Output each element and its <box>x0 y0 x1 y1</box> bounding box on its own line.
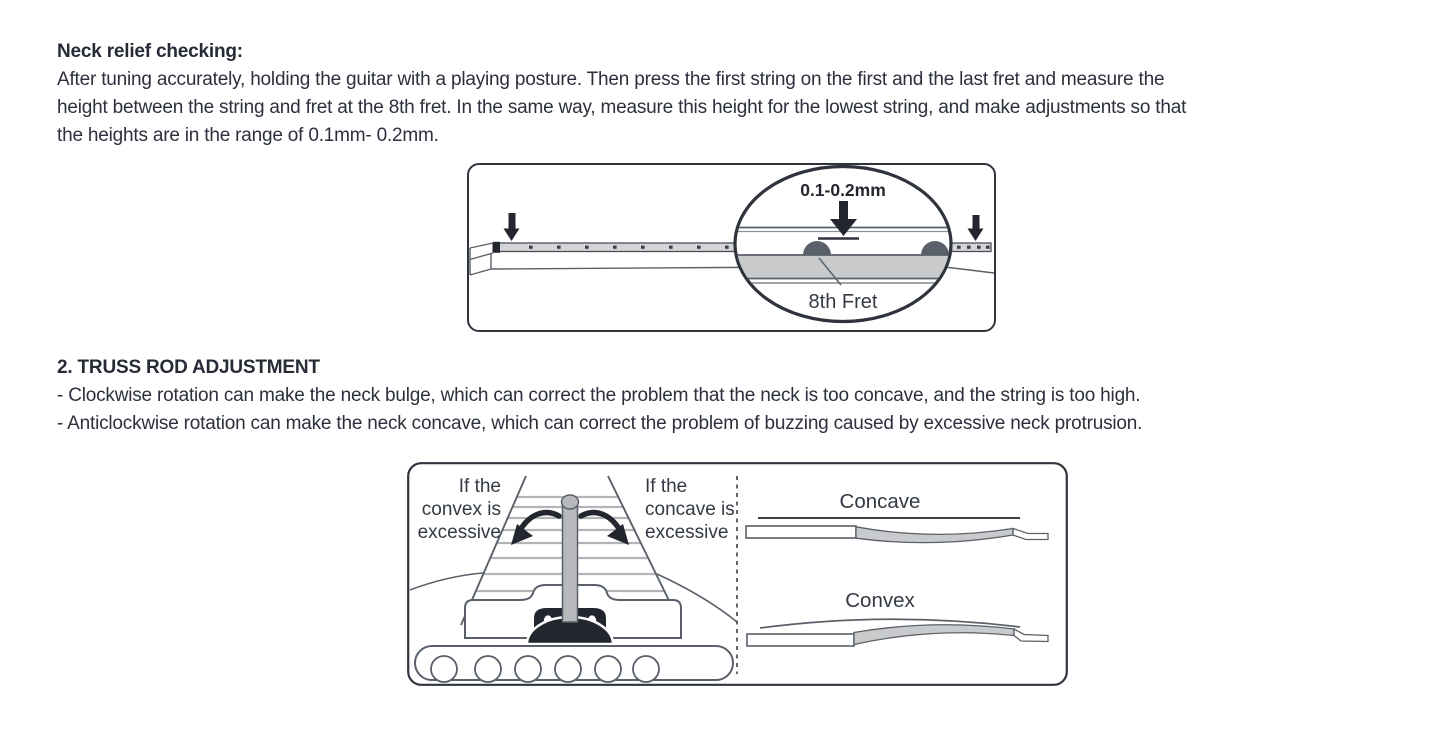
svg-text:concave is: concave is <box>645 499 735 520</box>
figure-neck-relief-diagram <box>467 163 996 332</box>
svg-text:If the: If the <box>645 476 688 497</box>
svg-text:excessive: excessive <box>417 522 501 543</box>
figure-truss-rod-diagram <box>407 462 1068 686</box>
bullet-item-2: - Anticlockwise rotation can make the neck concave, which can correct the problem of buzzing caused by excessive neck protrusion. <box>57 413 1143 434</box>
truss-rod-section <box>57 354 1237 438</box>
fret-label: 8th Fret <box>808 291 878 313</box>
concave-label: Concave <box>839 490 921 513</box>
neck-relief-section <box>57 38 1237 150</box>
convex-label: Convex <box>845 589 915 612</box>
svg-text:If the: If the <box>458 476 501 497</box>
paragraph-line-1: After tuning accurately, holding the guitar with a playing posture. Then press the first string on the first and the last fret and measure the <box>57 69 1165 90</box>
bullet-item-1: - Clockwise rotation can make the neck bulge, which can correct the problem that the neck is too concave, and the string is too high. <box>57 385 1141 406</box>
fretboard-strip-magnified <box>733 255 953 279</box>
paragraph-line-3: the heights are in the range of 0.1mm- 0.2mm. <box>57 125 439 146</box>
section-heading-truss-rod: 2. TRUSS ROD ADJUSTMENT <box>57 357 320 378</box>
truss-rod-wrench <box>562 495 579 622</box>
section-heading-neck-relief: Neck relief checking: <box>57 41 243 62</box>
svg-text:excessive: excessive <box>645 522 729 543</box>
nut <box>493 242 500 253</box>
gap-label: 0.1-0.2mm <box>800 180 886 200</box>
svg-text:convex is: convex is <box>421 499 501 520</box>
paragraph-line-2: height between the string and fret at the 8th fret. In the same way, measure this height for the lowest string, and make adjustments so that <box>57 97 1187 118</box>
